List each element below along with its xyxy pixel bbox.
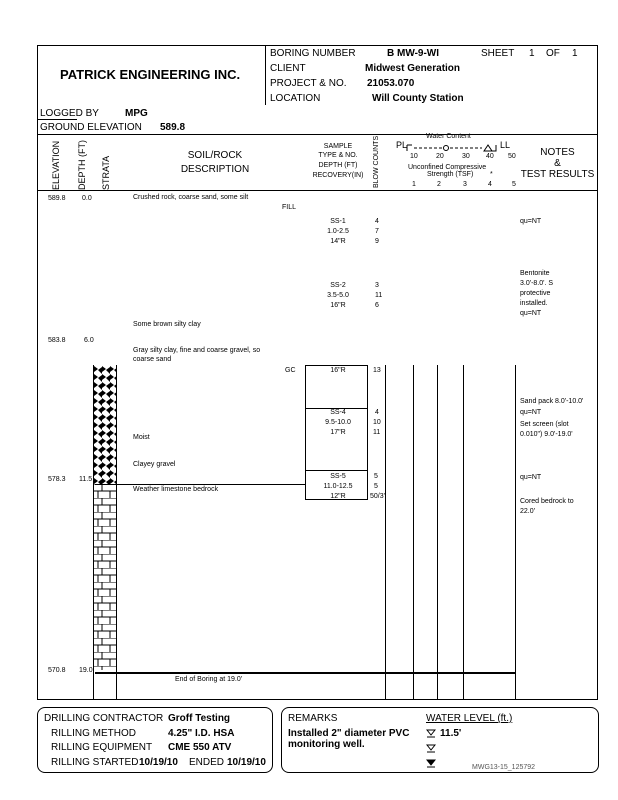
- ll-label: LL: [500, 140, 511, 150]
- col-sample-1: SAMPLE: [323, 143, 353, 150]
- ss2-blow-1: 3: [375, 282, 379, 289]
- description-silty-clay: Some brown silty clay: [133, 321, 201, 328]
- description-fill: Crushed rock, coarse sand, some silt: [133, 194, 249, 201]
- description-clayey-gravel: Clayey gravel: [133, 461, 176, 468]
- wc-tick-5: 50: [508, 153, 516, 160]
- started-label: RILLING STARTED: [51, 757, 139, 768]
- ss2-blow-2: 11: [375, 292, 383, 299]
- col-soil-title: SOIL/ROCK: [187, 150, 243, 161]
- project-value: 21053.070: [367, 78, 415, 89]
- elevation-3: 578.3: [48, 476, 66, 483]
- depth-2: 6.0: [84, 337, 94, 344]
- location-value: Will County Station: [372, 93, 464, 104]
- col-strata: STRATA: [101, 155, 111, 190]
- gc-label: GC: [285, 367, 296, 374]
- sheet-total: 1: [572, 48, 578, 59]
- ss4-blow-3: 11: [373, 429, 381, 436]
- water-content-label: Water Content: [426, 133, 471, 140]
- ss2-recovery: 16"R: [330, 302, 346, 309]
- ucs-units: Strength (TSF): [427, 171, 474, 178]
- sheet-label: SHEET: [481, 48, 515, 59]
- note-cored-1: Cored bedrock to: [520, 498, 574, 505]
- elevation-2: 583.8: [48, 337, 66, 344]
- ss1-type: SS-1: [330, 218, 346, 225]
- project-label: PROJECT & NO.: [270, 78, 347, 89]
- note-qu-2: qu=NT: [520, 409, 542, 416]
- col-elevation: ELEVATION: [51, 140, 61, 190]
- col-depth: DEPTH (FT): [77, 140, 87, 190]
- water-level-1: 11.5': [440, 728, 462, 739]
- note-screen-2: 0.010") 9.0'-19.0': [520, 431, 573, 438]
- fill-label: FILL: [282, 204, 297, 211]
- company-name: PATRICK ENGINEERING INC.: [60, 67, 241, 82]
- note-bentonite-5: qu=NT: [520, 310, 542, 317]
- strata-limestone-pattern: [94, 484, 116, 670]
- ss5-recovery: 12"R: [330, 493, 346, 500]
- note-cored-2: 22.0': [520, 508, 535, 515]
- wc-tick-2: 20: [436, 153, 444, 160]
- note-bentonite-4: installed.: [520, 300, 548, 307]
- method-value: 4.25" I.D. HSA: [168, 728, 235, 739]
- ss1-blow-2: 7: [375, 228, 379, 235]
- col-sample-4: RECOVERY(IN): [312, 172, 364, 179]
- description-moist: Moist: [133, 434, 150, 441]
- note-qu-1: qu=NT: [520, 218, 542, 225]
- remarks-line-1: Installed 2" diameter PVC: [288, 728, 410, 739]
- water-level-symbol-2: [426, 744, 436, 754]
- description-limestone: Weather limestone bedrock: [133, 486, 219, 493]
- equipment-label: RILLING EQUIPMENT: [51, 742, 153, 753]
- note-screen-1: Set screen (slot: [520, 421, 569, 428]
- notes-title: NOTES: [540, 147, 575, 158]
- ss2-depth: 3.5-5.0: [327, 292, 349, 299]
- ucs-tick-4: 4: [488, 181, 492, 188]
- ucs-label: Unconfined Compressive: [408, 164, 487, 171]
- strata-gravel-pattern: [94, 366, 116, 484]
- notes-test-results: TEST RESULTS: [520, 169, 595, 180]
- pl-label: PL: [396, 140, 408, 150]
- logged-by-label: LOGGED BY: [40, 108, 99, 119]
- equipment-value: CME 550 ATV: [168, 742, 232, 753]
- notes-amp: &: [554, 158, 561, 169]
- col-blow-counts: BLOW COUNTS: [373, 135, 380, 188]
- wc-tick-3: 30: [462, 153, 470, 160]
- water-level-symbol-3: [426, 759, 436, 769]
- water-level-symbol-1: [426, 729, 436, 739]
- ground-elevation-value: 589.8: [160, 122, 186, 133]
- ss1-blow-1: 4: [375, 218, 379, 225]
- ss4-blow-1: 4: [375, 409, 379, 416]
- ucs-tick-5: 5: [512, 181, 516, 188]
- ss1-blow-3: 9: [375, 238, 379, 245]
- ss5-depth: 11.0-12.5: [323, 483, 353, 490]
- location-label: LOCATION: [270, 93, 321, 104]
- ss3-blow: 13: [373, 367, 381, 374]
- ended-value: 10/19/10: [227, 757, 266, 768]
- col-sample-2: TYPE & NO.: [318, 152, 358, 159]
- depth-1: 0.0: [82, 195, 92, 202]
- ground-elevation-label: GROUND ELEVATION: [40, 122, 142, 133]
- depth-3: 11.5: [79, 476, 93, 483]
- note-bentonite-1: Bentonite: [520, 270, 550, 277]
- ss2-blow-3: 6: [375, 302, 379, 309]
- contractor-label: DRILLING CONTRACTOR: [44, 713, 164, 724]
- wc-tick-1: 10: [410, 153, 418, 160]
- ucs-tick-3: 3: [463, 181, 467, 188]
- note-bentonite-2: 3.0'-8.0'. S: [520, 280, 554, 287]
- description-gray-clay-2: coarse sand: [133, 356, 172, 363]
- ss3-recovery: 16"R: [330, 367, 346, 374]
- contractor-value: Groff Testing: [168, 713, 231, 724]
- ss4-recovery: 17"R: [330, 429, 346, 436]
- ss4-depth: 9.5-10.0: [325, 419, 351, 426]
- end-of-boring: End of Boring at 19.0': [175, 676, 243, 683]
- document-reference: MWG13-15_125792: [472, 764, 536, 771]
- depth-4: 19.0: [79, 667, 93, 674]
- method-label: RILLING METHOD: [51, 728, 137, 739]
- ss5-type: SS-5: [330, 473, 346, 480]
- ss1-recovery: 14"R: [330, 238, 346, 245]
- ucs-star: *: [490, 171, 493, 178]
- ucs-tick-1: 1: [412, 181, 416, 188]
- ss1-depth: 1.0-2.5: [327, 228, 349, 235]
- note-qu-3: qu=NT: [520, 474, 542, 481]
- note-bentonite-3: protective: [520, 290, 551, 297]
- note-sand-pack: Sand pack 8.0'-10.0': [520, 398, 584, 405]
- remarks-line-2: monitoring well.: [288, 739, 365, 750]
- ended-label: ENDED: [189, 757, 225, 768]
- boring-number-value: B MW-9-WI: [387, 48, 440, 59]
- remarks-label: REMARKS: [288, 713, 338, 724]
- ss5-blow-2: 5: [374, 483, 378, 490]
- boring-number-label: BORING NUMBER: [270, 48, 356, 59]
- col-sample-3: DEPTH (FT): [318, 162, 358, 169]
- ss5-blow-1: 5: [374, 473, 378, 480]
- client-value: Midwest Generation: [365, 63, 461, 74]
- ss4-type: SS-4: [330, 409, 346, 416]
- ucs-tick-2: 2: [437, 181, 441, 188]
- sheet-number: 1: [529, 48, 535, 59]
- sheet-of: OF: [546, 48, 560, 59]
- description-gray-clay-1: Gray silty clay, fine and coarse gravel, so: [133, 347, 261, 354]
- wc-tick-4: 40: [486, 153, 494, 160]
- col-soil-subtitle: DESCRIPTION: [180, 164, 250, 175]
- elevation-4: 570.8: [48, 667, 66, 674]
- logged-by-value: MPG: [125, 108, 148, 119]
- ss2-type: SS-2: [330, 282, 346, 289]
- water-level-label: WATER LEVEL (ft.): [426, 713, 513, 724]
- ss4-blow-2: 10: [373, 419, 381, 426]
- elevation-1: 589.8: [48, 195, 66, 202]
- client-label: CLIENT: [270, 63, 306, 74]
- started-value: 10/19/10: [139, 757, 178, 768]
- ss5-blow-3: 50/3": [370, 493, 387, 500]
